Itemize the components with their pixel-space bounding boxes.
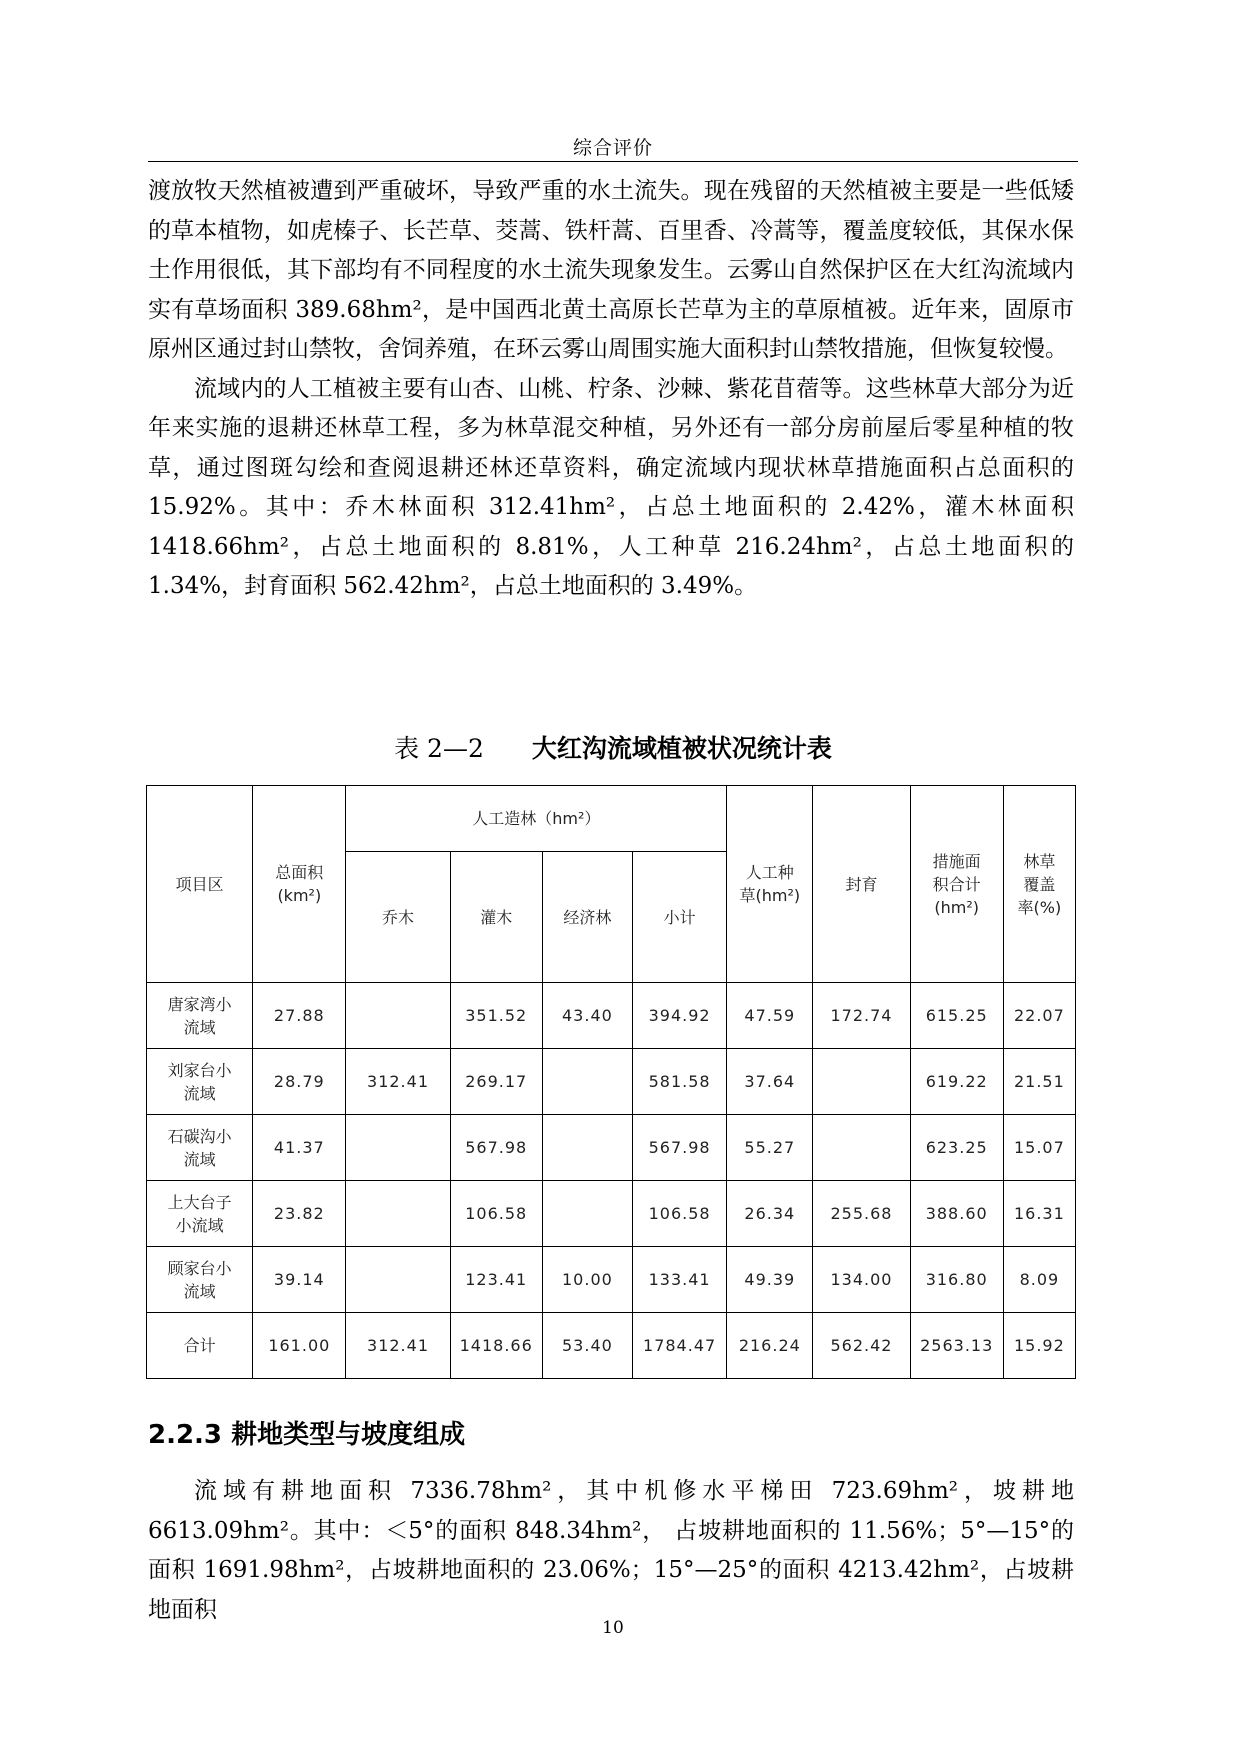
- cell-economic: 43.40: [542, 983, 632, 1049]
- cell-shrub: 123.41: [450, 1247, 542, 1313]
- paragraph: 流域有耕地面积 7336.78hm²，其中机修水平梯田 723.69hm²，坡耕地 6613.09hm²。其中：＜5°的面积 848.34hm²， 占坡耕地面积的 11.56%；5°—15°的面积 1691.98hm²，占坡耕地面积的 23.06%；15°—25°的面积 4213.42hm²，占坡耕地面积: [148, 1478, 1074, 1623]
- table-total-row: [147, 1313, 1076, 1379]
- cell-grass: 216.24: [727, 1313, 813, 1379]
- table-caption-title: 大红沟流域植被状况统计表: [531, 734, 832, 763]
- cell-subtotal: 567.98: [633, 1115, 727, 1181]
- cell-subtotal: 1784.47: [633, 1313, 727, 1379]
- header-enclosure: 封育: [813, 786, 910, 983]
- table-row: [147, 1181, 1076, 1247]
- cell-grass: 49.39: [727, 1247, 813, 1313]
- cell-name: 上大台子 小流域: [147, 1181, 253, 1247]
- cell-coverage: 15.07: [1003, 1115, 1075, 1181]
- table-row: [147, 1247, 1076, 1313]
- cell-subtotal: 133.41: [633, 1247, 727, 1313]
- cell-name: 石碳沟小 流域: [147, 1115, 253, 1181]
- cell-economic: [542, 1181, 632, 1247]
- cell-arbor: [346, 1181, 450, 1247]
- table-row: [147, 983, 1076, 1049]
- cell-measures: 615.25: [910, 983, 1003, 1049]
- cell-coverage: 8.09: [1003, 1247, 1075, 1313]
- cell-total: 39.14: [253, 1247, 346, 1313]
- cell-arbor: [346, 1115, 450, 1181]
- cell-arbor: 312.41: [346, 1313, 450, 1379]
- cell-grass: 55.27: [727, 1115, 813, 1181]
- header-coverage: 林草 覆盖 率(%): [1003, 786, 1075, 983]
- cell-arbor: 312.41: [346, 1049, 450, 1115]
- header-project-area: 项目区: [147, 786, 253, 983]
- table-row: [147, 1049, 1076, 1115]
- cell-economic: [542, 1115, 632, 1181]
- cell-coverage: 22.07: [1003, 983, 1075, 1049]
- vegetation-stats-table: [146, 785, 1076, 1379]
- cell-shrub: 567.98: [450, 1115, 542, 1181]
- cell-measures: 316.80: [910, 1247, 1003, 1313]
- body-text-top: [148, 172, 1074, 607]
- header-artificial-grass: 人工种 草(hm²): [727, 786, 813, 983]
- cell-enclosure: 562.42: [813, 1313, 910, 1379]
- cell-grass: 47.59: [727, 983, 813, 1049]
- header-total-area: 总面积 (km²): [253, 786, 346, 983]
- cell-shrub: 351.52: [450, 983, 542, 1049]
- cell-enclosure: 172.74: [813, 983, 910, 1049]
- table-caption: [148, 729, 1078, 765]
- cell-enclosure: 134.00: [813, 1247, 910, 1313]
- cell-arbor: [346, 1247, 450, 1313]
- cell-economic: 53.40: [542, 1313, 632, 1379]
- cell-name: 刘家台小 流域: [147, 1049, 253, 1115]
- cell-name: 顾家台小 流域: [147, 1247, 253, 1313]
- cell-total: 28.79: [253, 1049, 346, 1115]
- cell-total: 23.82: [253, 1181, 346, 1247]
- cell-measures: 623.25: [910, 1115, 1003, 1181]
- cell-subtotal: 581.58: [633, 1049, 727, 1115]
- cell-enclosure: [813, 1115, 910, 1181]
- cell-arbor: [346, 983, 450, 1049]
- paragraph: 流域内的人工植被主要有山杏、山桃、柠条、沙棘、紫花苜蓿等。这些林草大部分为近年来实施的退耕还林草工程，多为林草混交种植，另外还有一部分房前屋后零星种植的牧草，通过图斑勾绘和查阅退耕还林还草资料，确定流域内现状林草措施面积占总面积的 15.92%。其中：乔木林面积 312.41hm²，占总土地面积的 2.42%，灌木林面积 1418.66hm²，占总土地面积的 8.81%，人工种草 216.24hm²，占总土地面积的 1.34%，封育面积 562.42hm²，占总土地面积的 3.49%。: [148, 375, 1074, 599]
- header-economic-forest: 经济林: [542, 852, 632, 983]
- cell-shrub: 269.17: [450, 1049, 542, 1115]
- page-number: 10: [602, 1618, 624, 1638]
- header-shrub: 灌木: [450, 852, 542, 983]
- table-caption-number: 表 2—2: [394, 734, 484, 763]
- header-arbor: 乔木: [346, 852, 450, 983]
- cell-grass: 26.34: [727, 1181, 813, 1247]
- cell-coverage: 21.51: [1003, 1049, 1075, 1115]
- cell-economic: [542, 1049, 632, 1115]
- cell-total: 41.37: [253, 1115, 346, 1181]
- cell-enclosure: [813, 1049, 910, 1115]
- cell-name: 合计: [147, 1313, 253, 1379]
- cell-subtotal: 394.92: [633, 983, 727, 1049]
- section-heading: 2.2.3 耕地类型与坡度组成: [148, 1420, 466, 1450]
- header-artificial-forest: 人工造林（hm²）: [346, 786, 727, 852]
- body-text-bottom: [148, 1472, 1074, 1630]
- header-divider: [148, 161, 1078, 162]
- cell-total: 27.88: [253, 983, 346, 1049]
- cell-measures: 619.22: [910, 1049, 1003, 1115]
- cell-shrub: 106.58: [450, 1181, 542, 1247]
- cell-measures: 388.60: [910, 1181, 1003, 1247]
- cell-enclosure: 255.68: [813, 1181, 910, 1247]
- cell-grass: 37.64: [727, 1049, 813, 1115]
- cell-economic: 10.00: [542, 1247, 632, 1313]
- cell-subtotal: 106.58: [633, 1181, 727, 1247]
- page-header-title: 综合评价: [572, 137, 653, 159]
- paragraph: 渡放牧天然植被遭到严重破坏，导致严重的水土流失。现在残留的天然植被主要是一些低矮的草本植物，如虎榛子、长芒草、茭蒿、铁杆蒿、百里香、冷蒿等，覆盖度较低，其保水保土作用很低，其下部均有不同程度的水土流失现象发生。云雾山自然保护区在大红沟流域内实有草场面积 389.68hm²，是中国西北黄土高原长芒草为主的草原植被。近年来，固原市原州区通过封山禁牧，舍饲养殖，在环云雾山周围实施大面积封山禁牧措施，但恢复较慢。: [148, 178, 1074, 362]
- cell-coverage: 16.31: [1003, 1181, 1075, 1247]
- cell-measures: 2563.13: [910, 1313, 1003, 1379]
- cell-coverage: 15.92: [1003, 1313, 1075, 1379]
- header-measures-total: 措施面 积合计 (hm²): [910, 786, 1003, 983]
- cell-name: 唐家湾小 流域: [147, 983, 253, 1049]
- header-subtotal: 小计: [633, 852, 727, 983]
- cell-shrub: 1418.66: [450, 1313, 542, 1379]
- cell-total: 161.00: [253, 1313, 346, 1379]
- table-row: [147, 1115, 1076, 1181]
